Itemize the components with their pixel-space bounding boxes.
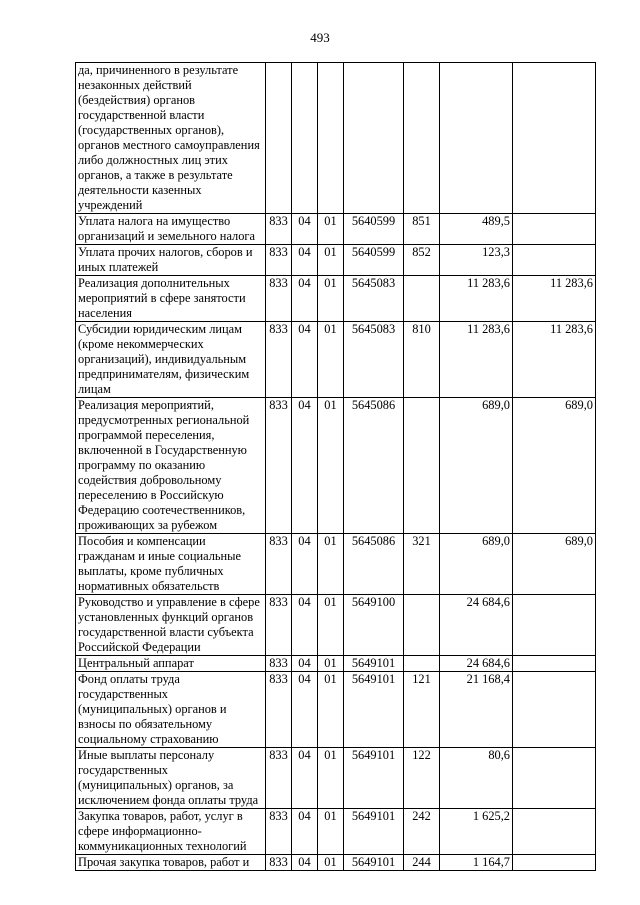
expense-type-cell: 852 (404, 245, 440, 276)
amount-federal-cell (513, 245, 596, 276)
amount-cell: 689,0 (440, 534, 513, 595)
table-body (76, 63, 596, 871)
amount-federal-cell (513, 748, 596, 809)
subsection-code-cell: 01 (318, 855, 344, 871)
section-code-cell: 04 (292, 809, 318, 855)
amount-federal-cell (513, 595, 596, 656)
amount-cell: 11 283,6 (440, 276, 513, 322)
table-row (76, 656, 596, 672)
target-code-cell: 5649100 (344, 595, 404, 656)
target-code-cell: 5640599 (344, 214, 404, 245)
expense-type-cell: 242 (404, 809, 440, 855)
amount-federal-cell: 689,0 (513, 534, 596, 595)
subsection-code-cell: 01 (318, 656, 344, 672)
target-code-cell: 5649101 (344, 855, 404, 871)
amount-federal-cell: 11 283,6 (513, 322, 596, 398)
amount-cell: 123,3 (440, 245, 513, 276)
target-code-cell: 5649101 (344, 656, 404, 672)
expense-type-cell: 122 (404, 748, 440, 809)
expense-type-cell: 121 (404, 672, 440, 748)
row-name-cell: Прочая закупка товаров, работ и (76, 855, 266, 871)
amount-federal-cell: 11 283,6 (513, 276, 596, 322)
amount-federal-cell (513, 63, 596, 214)
amount-cell: 1 625,2 (440, 809, 513, 855)
row-name-cell: Иные выплаты персоналу государственных (муниципальных) органов, за исключением фонда оплаты труда (76, 748, 266, 809)
admin-code-cell: 833 (266, 398, 292, 534)
row-name-cell: да, причиненного в результате незаконных действий (бездействия) органов государственной власти (государственных органов), органов местного самоуправления либо должностных лиц этих органов, а также в результате деятельности казенных учреждений (76, 63, 266, 214)
section-code-cell: 04 (292, 672, 318, 748)
amount-cell: 1 164,7 (440, 855, 513, 871)
subsection-code-cell: 01 (318, 809, 344, 855)
expense-type-cell: 244 (404, 855, 440, 871)
section-code-cell (292, 63, 318, 214)
admin-code-cell: 833 (266, 809, 292, 855)
row-name-cell: Закупка товаров, работ, услуг в сфере информационно-коммуникационных технологий (76, 809, 266, 855)
expense-type-cell: 810 (404, 322, 440, 398)
row-name-cell: Реализация мероприятий, предусмотренных региональной программой переселения, включенной в Государственную программу по оказанию содействия добровольному переселению в Российскую Федерацию соотечественников, проживающих за рубежом (76, 398, 266, 534)
subsection-code-cell: 01 (318, 595, 344, 656)
amount-cell: 11 283,6 (440, 322, 513, 398)
expense-type-cell: 321 (404, 534, 440, 595)
subsection-code-cell: 01 (318, 534, 344, 595)
table-row (76, 214, 596, 245)
amount-federal-cell (513, 672, 596, 748)
amount-federal-cell (513, 809, 596, 855)
subsection-code-cell: 01 (318, 276, 344, 322)
target-code-cell (344, 63, 404, 214)
target-code-cell: 5645086 (344, 534, 404, 595)
page-number: 493 (310, 30, 330, 45)
amount-cell (440, 63, 513, 214)
row-name-cell: Уплата налога на имущество организаций и земельного налога (76, 214, 266, 245)
amount-cell: 80,6 (440, 748, 513, 809)
admin-code-cell: 833 (266, 748, 292, 809)
row-name-cell: Субсидии юридическим лицам (кроме некоммерческих организаций), индивидуальным предпринимателям, физическим лицам (76, 322, 266, 398)
target-code-cell: 5649101 (344, 672, 404, 748)
section-code-cell: 04 (292, 656, 318, 672)
table-row (76, 276, 596, 322)
admin-code-cell (266, 63, 292, 214)
section-code-cell: 04 (292, 595, 318, 656)
subsection-code-cell: 01 (318, 672, 344, 748)
admin-code-cell: 833 (266, 245, 292, 276)
expense-type-cell (404, 276, 440, 322)
row-name-cell: Фонд оплаты труда государственных (муниципальных) органов и взносы по обязательному социальному страхованию (76, 672, 266, 748)
amount-federal-cell (513, 214, 596, 245)
target-code-cell: 5645086 (344, 398, 404, 534)
row-name-cell: Уплата прочих налогов, сборов и иных платежей (76, 245, 266, 276)
row-name-cell: Центральный аппарат (76, 656, 266, 672)
expense-type-cell (404, 63, 440, 214)
subsection-code-cell: 01 (318, 322, 344, 398)
table-row (76, 672, 596, 748)
expense-type-cell (404, 398, 440, 534)
admin-code-cell: 833 (266, 276, 292, 322)
table-row (76, 398, 596, 534)
target-code-cell: 5649101 (344, 809, 404, 855)
section-code-cell: 04 (292, 748, 318, 809)
amount-cell: 24 684,6 (440, 595, 513, 656)
row-name-cell: Реализация дополнительных мероприятий в сфере занятости населения (76, 276, 266, 322)
subsection-code-cell: 01 (318, 748, 344, 809)
subsection-code-cell: 01 (318, 398, 344, 534)
target-code-cell: 5645083 (344, 276, 404, 322)
amount-cell: 489,5 (440, 214, 513, 245)
section-code-cell: 04 (292, 322, 318, 398)
amount-cell: 24 684,6 (440, 656, 513, 672)
target-code-cell: 5649101 (344, 748, 404, 809)
section-code-cell: 04 (292, 245, 318, 276)
subsection-code-cell: 01 (318, 245, 344, 276)
admin-code-cell: 833 (266, 672, 292, 748)
admin-code-cell: 833 (266, 656, 292, 672)
target-code-cell: 5645083 (344, 322, 404, 398)
section-code-cell: 04 (292, 398, 318, 534)
budget-table (75, 62, 596, 871)
amount-cell: 21 168,4 (440, 672, 513, 748)
table-row (76, 595, 596, 656)
admin-code-cell: 833 (266, 855, 292, 871)
table-row (76, 534, 596, 595)
expense-type-cell (404, 656, 440, 672)
row-name-cell: Пособия и компенсации гражданам и иные социальные выплаты, кроме публичных нормативных обязательств (76, 534, 266, 595)
amount-federal-cell (513, 656, 596, 672)
subsection-code-cell (318, 63, 344, 214)
amount-federal-cell: 689,0 (513, 398, 596, 534)
expense-type-cell (404, 595, 440, 656)
table-row (76, 748, 596, 809)
table-row (76, 809, 596, 855)
subsection-code-cell: 01 (318, 214, 344, 245)
amount-federal-cell (513, 855, 596, 871)
table-row (76, 855, 596, 871)
table-row (76, 322, 596, 398)
amount-cell: 689,0 (440, 398, 513, 534)
expense-type-cell: 851 (404, 214, 440, 245)
admin-code-cell: 833 (266, 322, 292, 398)
target-code-cell: 5640599 (344, 245, 404, 276)
row-name-cell: Руководство и управление в сфере установленных функций органов государственной власти субъекта Российской Федерации (76, 595, 266, 656)
admin-code-cell: 833 (266, 595, 292, 656)
section-code-cell: 04 (292, 276, 318, 322)
admin-code-cell: 833 (266, 534, 292, 595)
section-code-cell: 04 (292, 534, 318, 595)
table-row (76, 245, 596, 276)
section-code-cell: 04 (292, 214, 318, 245)
table-row (76, 63, 596, 214)
section-code-cell: 04 (292, 855, 318, 871)
admin-code-cell: 833 (266, 214, 292, 245)
